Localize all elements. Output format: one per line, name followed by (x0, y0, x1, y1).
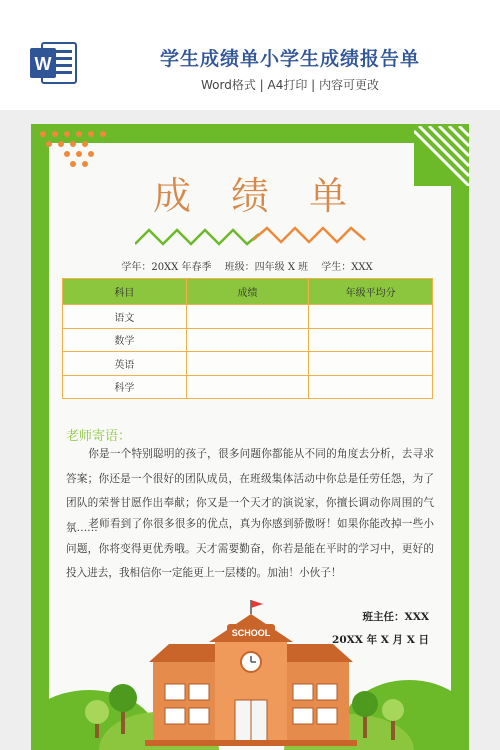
flag-icon (251, 600, 263, 608)
school-building-icon (145, 600, 357, 746)
table-row (63, 375, 433, 399)
subject-cell: 科学 (63, 375, 187, 399)
average-cell[interactable] (309, 352, 433, 376)
table-row (63, 328, 433, 352)
subject-cell: 英语 (63, 352, 187, 376)
page-subtitle: Word格式 | A4打印 | 内容可更改 (200, 78, 380, 92)
table-row (63, 352, 433, 376)
document-title: 成绩单 (152, 174, 387, 218)
table-row (63, 305, 433, 329)
signature-date: 20XX 年 X 月 X 日 (332, 634, 429, 646)
subject-cell: 语文 (63, 305, 187, 329)
column-header: 年级平均分 (309, 279, 433, 305)
word-icon (28, 40, 78, 86)
teacher-signature: 班主任：XXX (362, 611, 429, 623)
average-cell[interactable] (309, 375, 433, 399)
average-cell[interactable] (309, 305, 433, 329)
school-sign: SCHOOL (231, 628, 271, 638)
column-header: 科目 (63, 279, 187, 305)
subject-cell: 数学 (63, 328, 187, 352)
comment-paragraph-1: 你是一个特别聪明的孩子，很多问题你都能从不同的角度去分析，去寻求答案；你还是一个很好的团队成员，在班级集体活动中你总是任劳任怨，为了团队的荣誉甘愿作出奉献；你又是一个天才的演说家，你擅长调动你周围的气氛…… (66, 448, 434, 534)
comment-paragraph-2: 老师看到了你很多很多的优点，真为你感到骄傲呀！如果你能改掉一些小问题，你将变得更优秀哦。天才需要勤奋，你若是能在平时的学习中，更好的投入进去，我相信你一定能更上一层楼的。加油！小伙子！ (66, 518, 434, 579)
comment-heading: 老师寄语： (66, 429, 132, 444)
score-cell[interactable] (186, 352, 309, 376)
column-header: 成绩 (186, 279, 309, 305)
school-illustration (49, 600, 451, 750)
average-cell[interactable] (309, 328, 433, 352)
score-cell[interactable] (186, 328, 309, 352)
zigzag-divider (135, 224, 367, 248)
svg-text:W: W (34, 54, 52, 74)
page-title: 学生成绩单小学生成绩报告单 (159, 48, 420, 70)
score-cell[interactable] (186, 375, 309, 399)
table-header-row (63, 279, 433, 305)
student-info: 学年：20XX 年春季 班级：四年级 X 班 学生：XXX (121, 262, 373, 273)
score-cell[interactable] (186, 305, 309, 329)
score-table (62, 278, 433, 399)
page-header (0, 0, 500, 110)
